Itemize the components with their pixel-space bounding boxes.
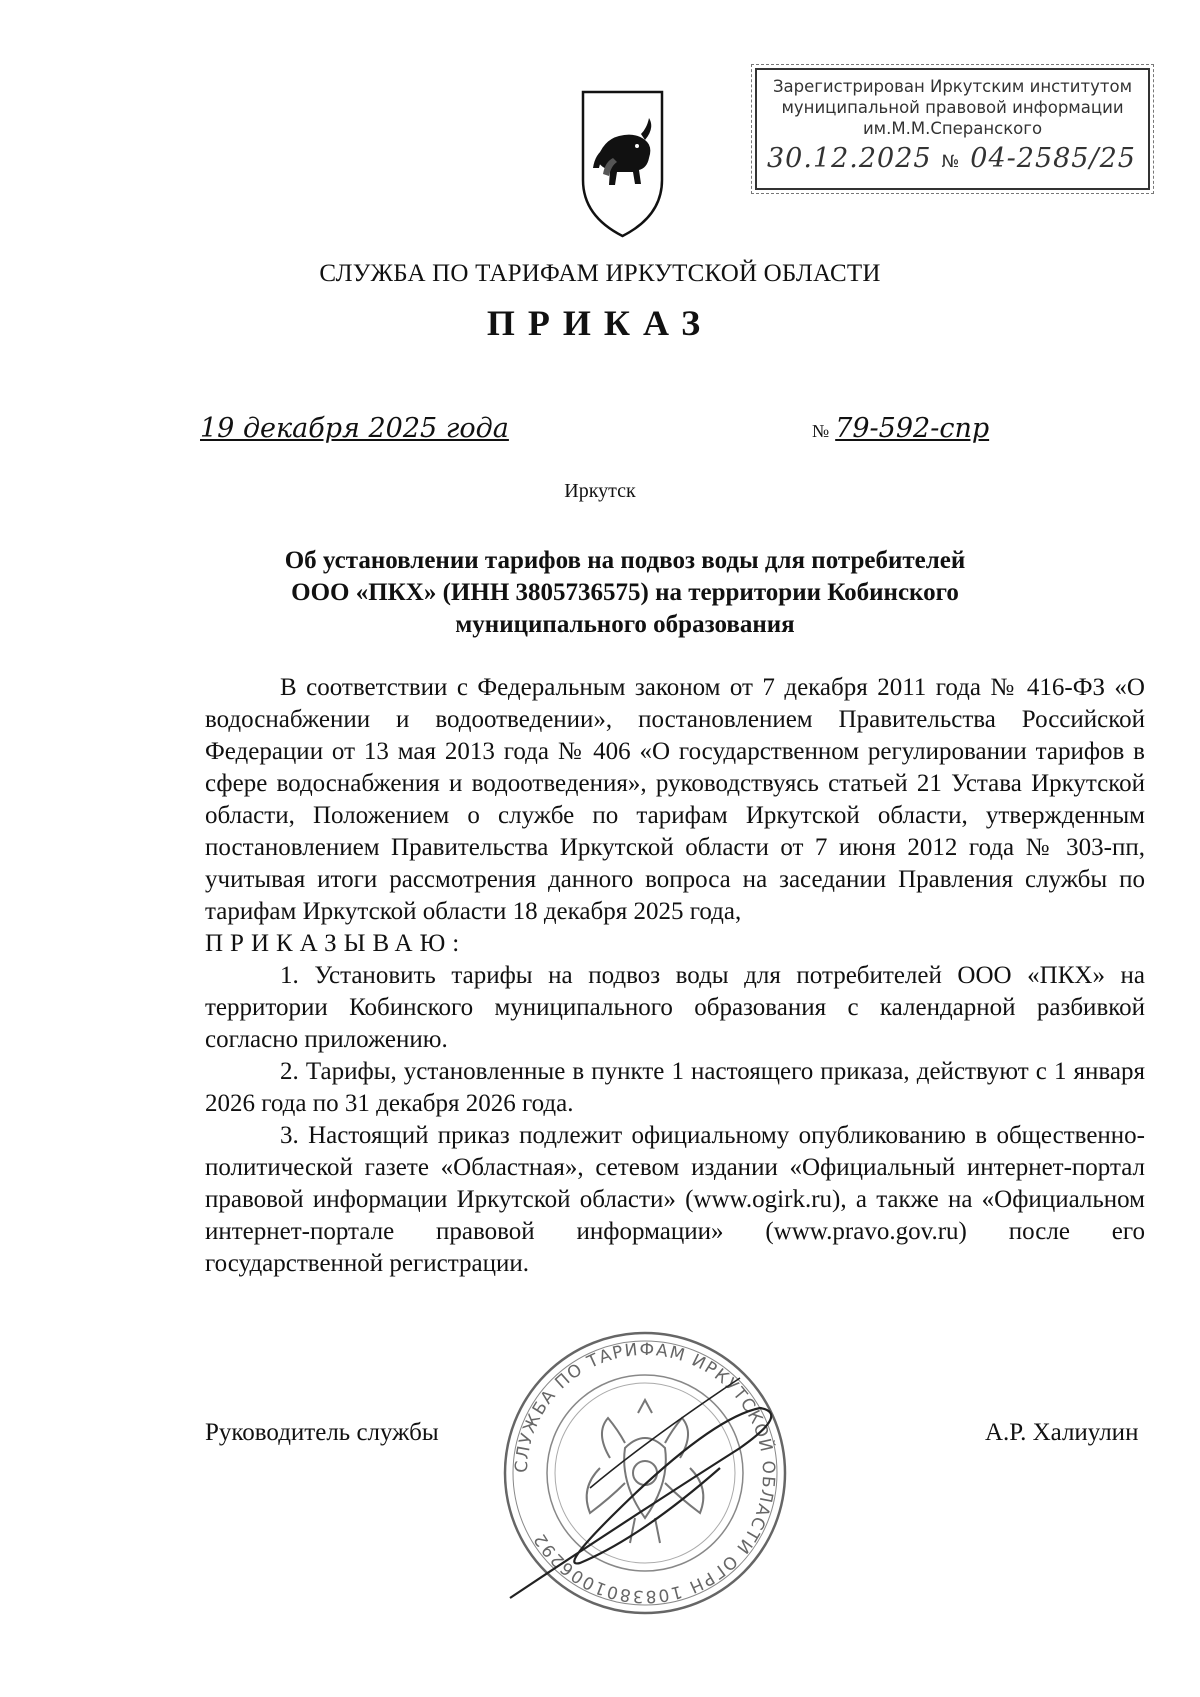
document-title <box>200 545 1050 641</box>
registration-stamp <box>755 68 1150 190</box>
registration-number: 04-2585/25 <box>970 143 1136 174</box>
city: Иркутск <box>564 480 636 502</box>
signatory-name: А.Р. Халиулин <box>985 1419 1139 1446</box>
seal-text: СЛУЖБА ПО ТАРИФАМ ИРКУТСКОЙ ОБЛАСТИ ОГРН 1083801006292 <box>511 1339 779 1607</box>
order-number: 79-592-спр <box>835 413 990 444</box>
document-type-title: ПРИКАЗ <box>486 303 714 343</box>
registration-stamp-line: им.М.М.Сперанского <box>862 119 1043 138</box>
organization-name: СЛУЖБА ПО ТАРИФАМ ИРКУТСКОЙ ОБЛАСТИ <box>319 260 881 287</box>
decree-word: ПРИКАЗЫВАЮ: <box>205 930 467 957</box>
order-number-label: № <box>812 421 830 441</box>
order-item-2: 2. Тарифы, установленные в пункте 1 настоящего приказа, действуют с 1 января 2026 года по 31 декабря 2026 года. <box>205 1058 1145 1117</box>
document-title-line: ООО «ПКХ» (ИНН 3805736575) на территории Кобинского <box>291 579 959 606</box>
official-seal-icon <box>490 1318 800 1628</box>
document-title-line: Об установлении тарифов на подвоз воды для потребителей <box>284 547 966 574</box>
registration-date: 30.12.2025 <box>767 143 932 174</box>
signatory-role: Руководитель службы <box>205 1419 439 1446</box>
document-title-line: муниципального образования <box>455 611 795 638</box>
order-item-3: 3. Настоящий приказ подлежит официальному опубликованию в общественно-политической газете «Областная», сетевом издании «Официальный интернет-портал правовой информации Иркутской области» (www.ogirk.ru), а также на «Официальном интернет-портале правовой информации» (www.pravo.gov.ru) после его государственной регистрации. <box>205 1122 1145 1277</box>
document-body <box>205 672 1145 1280</box>
registration-stamp-line: Зарегистрирован Иркутским институтом <box>772 77 1133 96</box>
order-date: 19 декабря 2025 года <box>200 413 509 444</box>
registration-handwritten-row <box>767 143 1138 174</box>
order-item-1: 1. Установить тарифы на подвоз воды для потребителей ООО «ПКХ» на территории Кобинского муниципального образования с календарной разбивкой согласно приложению. <box>205 962 1145 1053</box>
irkutsk-coat-of-arms-icon <box>575 88 670 240</box>
order-number-block <box>812 413 989 444</box>
registration-stamp-line: муниципальной правовой информации <box>781 98 1124 117</box>
registration-number-label: № <box>941 152 961 172</box>
preamble-paragraph: В соответствии с Федеральным законом от 7 декабря 2011 года № 416-ФЗ «О водоснабжении и водоотведении», постановлением Правительства Российской Федерации от 13 мая 2013 года № 406 «О государственном регулировании тарифов в сфере водоснабжения и водоотведения», руководствуясь статьей 21 Устава Иркутской области, Положением о службе по тарифам Иркутской области, утвержденным постановлением Правительства Иркутской области от 7 июня 2012 года № 303-пп, учитывая итоги рассмотрения данного вопроса на заседании Правления службы по тарифам Иркутской области 18 декабря 2025 года, <box>205 674 1145 925</box>
